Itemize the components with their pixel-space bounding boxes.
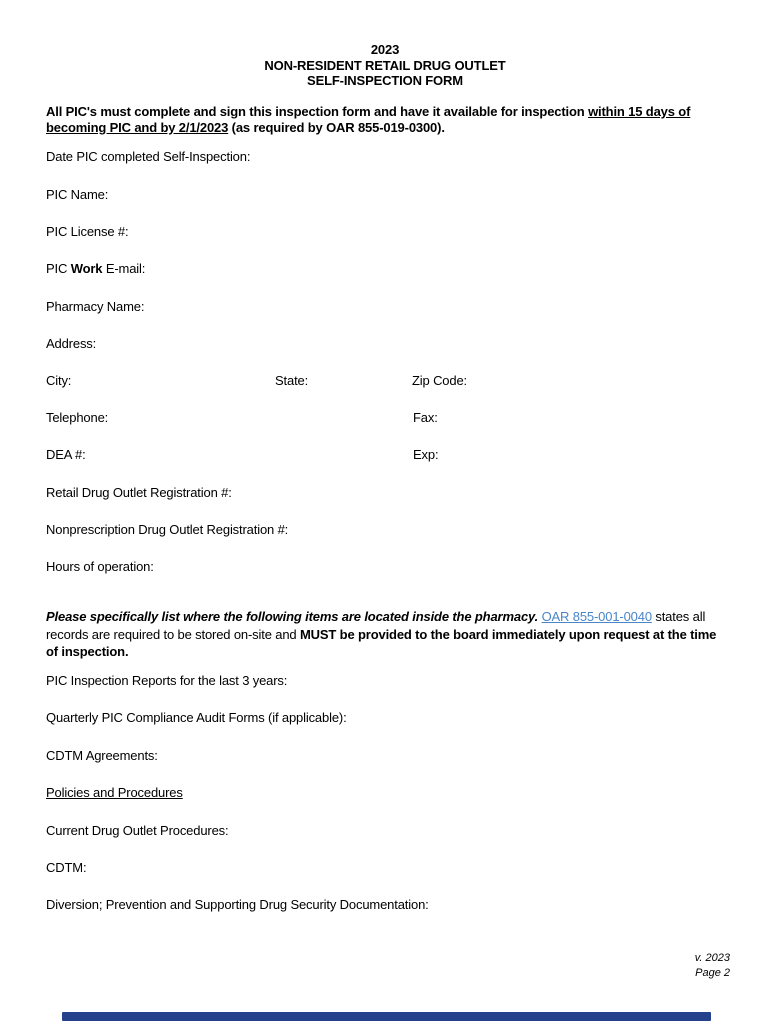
field-label-address: Address: [46, 336, 97, 351]
pic-email-suffix: E-mail: [105, 261, 146, 276]
field-label-exp: Exp: [413, 447, 439, 462]
section-heading-policies-procedures: Policies and Procedures [46, 785, 183, 800]
footer-version: v. 2023 [694, 952, 730, 964]
records-note-lead: Please specifically list where the following items are located inside the pharmacy. [46, 609, 539, 624]
intro-underline-2: becoming PIC and by 2/1/2023 [46, 120, 229, 135]
field-label-pic-name: PIC Name: [46, 187, 109, 202]
field-label-retail-registration: Retail Drug Outlet Registration #: [46, 485, 232, 500]
field-label-date-completed: Date PIC completed Self-Inspection: [46, 149, 251, 164]
field-label-zip: Zip Code: [412, 373, 468, 388]
field-label-telephone: Telephone: [46, 410, 109, 425]
document-header [0, 42, 770, 89]
header-year: 2023 [370, 42, 400, 57]
oar-link[interactable]: OAR 855-001-0040 [541, 609, 652, 624]
field-label-pic-work-email [46, 261, 145, 276]
field-label-dea: DEA #: [46, 447, 86, 462]
item-label-quarterly-audit: Quarterly PIC Compliance Audit Forms (if applicable): [46, 710, 347, 725]
footer-page-number: Page 2 [695, 967, 730, 979]
header-title-line3: SELF-INSPECTION FORM [307, 73, 463, 88]
field-label-pic-license: PIC License #: [46, 224, 129, 239]
header-title-line2: NON-RESIDENT RETAIL DRUG OUTLET [264, 57, 506, 73]
field-label-hours: Hours of operation: [46, 559, 154, 574]
field-label-city: City: [46, 373, 72, 388]
item-label-cdtm-agreements: CDTM Agreements: [46, 748, 158, 763]
records-note-line3-bold: of inspection. [46, 644, 129, 659]
records-note-line2: records are required to be stored on-site and [46, 626, 297, 642]
page-edge-bar [62, 1012, 711, 1021]
records-note-paragraph [46, 608, 716, 661]
records-note-line1-tail: states all [655, 609, 706, 624]
intro-lead: All PIC's must complete and sign this inspection form and have it available for inspection [46, 104, 585, 119]
item-label-pic-reports: PIC Inspection Reports for the last 3 years: [46, 673, 288, 688]
pic-email-prefix: PIC [46, 261, 68, 276]
intro-paragraph [46, 104, 690, 136]
field-label-nonprescription-registration: Nonprescription Drug Outlet Registration #: [46, 522, 289, 537]
field-label-state: State: [275, 373, 309, 388]
records-note-line2-bold: MUST be provided to the board immediately upon request at the time [299, 626, 717, 642]
pic-email-work: Work [70, 261, 103, 276]
item-label-diversion: Diversion; Prevention and Supporting Drug Security Documentation: [46, 897, 429, 912]
page-footer [695, 951, 730, 981]
field-label-fax: Fax: [413, 410, 438, 425]
intro-tail: (as required by OAR 855-019-0300). [231, 120, 445, 135]
item-label-current-procedures: Current Drug Outlet Procedures: [46, 823, 229, 838]
item-label-cdtm: CDTM: [46, 860, 87, 875]
field-label-pharmacy-name: Pharmacy Name: [46, 299, 145, 314]
intro-underline-1: within 15 days of [588, 104, 691, 119]
